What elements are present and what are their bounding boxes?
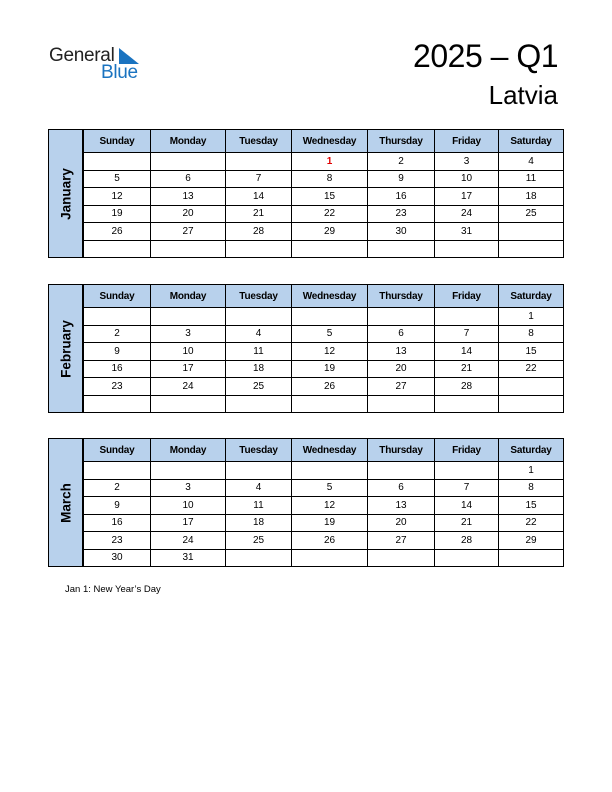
day-cell xyxy=(84,395,151,413)
weekday-header: Monday xyxy=(151,130,226,153)
day-cell: 8 xyxy=(499,325,564,343)
day-cell: 20 xyxy=(151,205,226,223)
day-cell: 11 xyxy=(226,343,292,361)
day-cell: 12 xyxy=(292,343,368,361)
day-cell xyxy=(226,153,292,171)
week-row xyxy=(84,240,564,258)
day-cell: 22 xyxy=(499,514,564,532)
day-cell: 20 xyxy=(368,514,435,532)
logo xyxy=(49,44,149,84)
month-label xyxy=(48,284,83,413)
day-cell xyxy=(151,240,226,258)
weekday-header: Monday xyxy=(151,439,226,462)
day-cell: 3 xyxy=(435,153,499,171)
day-cell xyxy=(292,395,368,413)
day-cell: 20 xyxy=(368,360,435,378)
day-cell: 11 xyxy=(226,497,292,515)
month-label xyxy=(48,129,83,258)
day-cell: 27 xyxy=(368,378,435,396)
day-cell: 17 xyxy=(151,514,226,532)
day-cell: 5 xyxy=(292,479,368,497)
day-cell: 10 xyxy=(435,170,499,188)
day-cell xyxy=(368,549,435,567)
weekday-header: Sunday xyxy=(84,130,151,153)
day-cell xyxy=(84,240,151,258)
day-cell xyxy=(292,549,368,567)
day-cell: 7 xyxy=(435,325,499,343)
day-cell xyxy=(292,462,368,480)
day-cell: 15 xyxy=(499,497,564,515)
day-cell: 13 xyxy=(368,343,435,361)
day-cell: 1 xyxy=(292,153,368,171)
day-cell xyxy=(292,240,368,258)
day-cell: 24 xyxy=(151,378,226,396)
day-cell xyxy=(151,308,226,326)
day-cell xyxy=(84,462,151,480)
day-cell: 17 xyxy=(435,188,499,206)
day-cell: 4 xyxy=(226,479,292,497)
day-cell xyxy=(226,308,292,326)
month-table xyxy=(83,438,564,567)
weekday-header: Friday xyxy=(435,439,499,462)
weekday-header: Thursday xyxy=(368,130,435,153)
day-cell: 6 xyxy=(368,325,435,343)
week-row xyxy=(84,532,564,550)
day-cell xyxy=(368,240,435,258)
weekday-header: Sunday xyxy=(84,439,151,462)
day-cell xyxy=(435,240,499,258)
logo-text-general: General xyxy=(49,45,115,66)
day-cell: 8 xyxy=(292,170,368,188)
day-cell: 21 xyxy=(226,205,292,223)
day-cell xyxy=(368,462,435,480)
day-cell xyxy=(368,308,435,326)
day-cell: 16 xyxy=(368,188,435,206)
day-cell: 26 xyxy=(84,223,151,241)
weekday-header-row xyxy=(84,439,564,462)
day-cell: 23 xyxy=(368,205,435,223)
day-cell: 19 xyxy=(84,205,151,223)
weekday-header-row xyxy=(84,285,564,308)
day-cell xyxy=(226,395,292,413)
day-cell xyxy=(499,395,564,413)
day-cell: 18 xyxy=(226,514,292,532)
weekday-header: Saturday xyxy=(499,285,564,308)
day-cell: 1 xyxy=(499,462,564,480)
day-cell: 12 xyxy=(292,497,368,515)
day-cell: 10 xyxy=(151,497,226,515)
day-cell: 29 xyxy=(499,532,564,550)
day-cell xyxy=(435,462,499,480)
day-cell: 1 xyxy=(499,308,564,326)
month-table xyxy=(83,284,564,413)
day-cell xyxy=(368,395,435,413)
weekday-header: Saturday xyxy=(499,130,564,153)
day-cell: 10 xyxy=(151,343,226,361)
day-cell: 28 xyxy=(435,378,499,396)
day-cell: 5 xyxy=(292,325,368,343)
day-cell xyxy=(151,153,226,171)
day-cell: 19 xyxy=(292,514,368,532)
day-cell: 26 xyxy=(292,378,368,396)
day-cell: 14 xyxy=(226,188,292,206)
country-name: Latvia xyxy=(488,80,558,110)
day-cell: 27 xyxy=(151,223,226,241)
month-label xyxy=(48,438,83,567)
week-row xyxy=(84,223,564,241)
day-cell: 7 xyxy=(435,479,499,497)
weekday-header: Thursday xyxy=(368,439,435,462)
day-cell: 23 xyxy=(84,532,151,550)
day-cell: 21 xyxy=(435,514,499,532)
day-cell: 28 xyxy=(435,532,499,550)
weekday-header: Tuesday xyxy=(226,439,292,462)
day-cell: 2 xyxy=(368,153,435,171)
day-cell xyxy=(435,395,499,413)
week-row xyxy=(84,360,564,378)
day-cell: 23 xyxy=(84,378,151,396)
day-cell: 15 xyxy=(499,343,564,361)
day-cell: 22 xyxy=(292,205,368,223)
weekday-header: Friday xyxy=(435,130,499,153)
day-cell: 28 xyxy=(226,223,292,241)
day-cell xyxy=(84,308,151,326)
day-cell xyxy=(499,378,564,396)
week-row xyxy=(84,325,564,343)
day-cell: 25 xyxy=(499,205,564,223)
week-row xyxy=(84,153,564,171)
day-cell: 13 xyxy=(151,188,226,206)
logo-text-blue: Blue xyxy=(101,62,138,83)
day-cell: 5 xyxy=(84,170,151,188)
day-cell: 30 xyxy=(84,549,151,567)
day-cell: 4 xyxy=(499,153,564,171)
day-cell: 21 xyxy=(435,360,499,378)
page-title: 2025 – Q1 xyxy=(413,38,558,74)
day-cell: 19 xyxy=(292,360,368,378)
weekday-header: Sunday xyxy=(84,285,151,308)
day-cell xyxy=(151,462,226,480)
day-cell: 24 xyxy=(151,532,226,550)
day-cell: 27 xyxy=(368,532,435,550)
day-cell: 16 xyxy=(84,514,151,532)
weekday-header: Wednesday xyxy=(292,285,368,308)
day-cell xyxy=(499,240,564,258)
day-cell: 25 xyxy=(226,378,292,396)
day-cell: 25 xyxy=(226,532,292,550)
day-cell: 6 xyxy=(368,479,435,497)
day-cell xyxy=(226,240,292,258)
day-cell xyxy=(84,153,151,171)
day-cell xyxy=(499,223,564,241)
day-cell: 8 xyxy=(499,479,564,497)
day-cell: 14 xyxy=(435,497,499,515)
day-cell: 12 xyxy=(84,188,151,206)
week-row xyxy=(84,479,564,497)
day-cell: 4 xyxy=(226,325,292,343)
day-cell: 30 xyxy=(368,223,435,241)
day-cell: 31 xyxy=(151,549,226,567)
week-row xyxy=(84,549,564,567)
week-row xyxy=(84,378,564,396)
weekday-header: Monday xyxy=(151,285,226,308)
day-cell: 9 xyxy=(84,343,151,361)
week-row xyxy=(84,343,564,361)
weekday-header: Thursday xyxy=(368,285,435,308)
week-row xyxy=(84,514,564,532)
day-cell xyxy=(435,549,499,567)
week-row xyxy=(84,395,564,413)
day-cell: 11 xyxy=(499,170,564,188)
day-cell: 16 xyxy=(84,360,151,378)
day-cell: 7 xyxy=(226,170,292,188)
day-cell: 24 xyxy=(435,205,499,223)
holiday-note: Jan 1: New Year’s Day xyxy=(65,584,161,595)
weekday-header: Tuesday xyxy=(226,130,292,153)
day-cell: 3 xyxy=(151,325,226,343)
weekday-header: Wednesday xyxy=(292,439,368,462)
month-name: January xyxy=(58,167,73,220)
day-cell xyxy=(499,549,564,567)
day-cell: 2 xyxy=(84,479,151,497)
day-cell xyxy=(151,395,226,413)
day-cell: 18 xyxy=(499,188,564,206)
day-cell: 6 xyxy=(151,170,226,188)
weekday-header: Saturday xyxy=(499,439,564,462)
week-row xyxy=(84,205,564,223)
week-row xyxy=(84,497,564,515)
day-cell: 13 xyxy=(368,497,435,515)
day-cell xyxy=(435,308,499,326)
day-cell xyxy=(226,462,292,480)
day-cell xyxy=(292,308,368,326)
day-cell: 17 xyxy=(151,360,226,378)
month-table xyxy=(83,129,564,258)
month-name: February xyxy=(58,319,73,378)
day-cell: 29 xyxy=(292,223,368,241)
weekday-header: Wednesday xyxy=(292,130,368,153)
weekday-header: Friday xyxy=(435,285,499,308)
weekday-header-row xyxy=(84,130,564,153)
week-row xyxy=(84,188,564,206)
day-cell: 26 xyxy=(292,532,368,550)
day-cell: 14 xyxy=(435,343,499,361)
day-cell: 3 xyxy=(151,479,226,497)
day-cell: 18 xyxy=(226,360,292,378)
day-cell: 31 xyxy=(435,223,499,241)
day-cell: 22 xyxy=(499,360,564,378)
weekday-header: Tuesday xyxy=(226,285,292,308)
week-row xyxy=(84,170,564,188)
month-name: March xyxy=(58,482,73,523)
day-cell xyxy=(226,549,292,567)
day-cell: 9 xyxy=(368,170,435,188)
day-cell: 9 xyxy=(84,497,151,515)
day-cell: 2 xyxy=(84,325,151,343)
day-cell: 15 xyxy=(292,188,368,206)
week-row xyxy=(84,462,564,480)
week-row xyxy=(84,308,564,326)
